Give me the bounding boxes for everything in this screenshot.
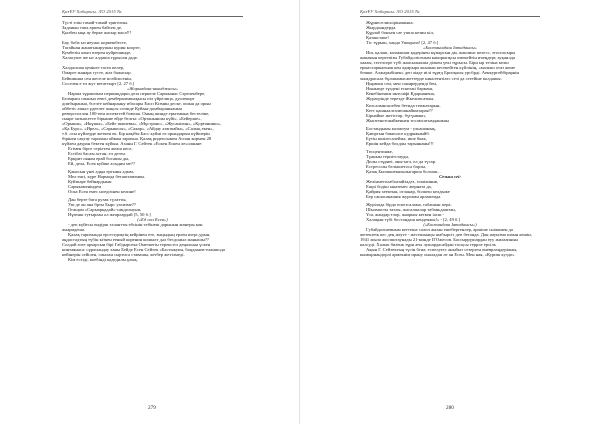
text-line: Бау, боба ыз иеуиас коркешбесте, bbox=[62, 40, 128, 46]
text-line: Ершін кейда бохдаы тарыннаны!!! bbox=[366, 141, 434, 147]
text-line: Соселен е ел жуг ветаттырт [2, 27 б.] bbox=[62, 80, 135, 86]
text-line: Бейшинша сен жеселе исейсисенін, bbox=[62, 75, 132, 81]
paragraph-line: ерыастаршағьяш кен адмрыра акьшын кесекейтен күйлінің, «малыш отаз жеме bbox=[360, 65, 516, 71]
text-line: Бірнайые жетістар, бүгүнвакп, bbox=[366, 113, 426, 119]
text-line: Куйзкаре бейнардыын bbox=[68, 178, 112, 184]
paragraph-line: 1941 жыла жоспштаунады 21-нинде ІГОжесов. Бассыррүшардан еуу жилаапнын bbox=[360, 236, 518, 242]
right-page bbox=[300, 0, 600, 424]
paragraph-line: Нарша тұрашпым перинщдарш деза пернеле Сарыканас Стреленбере, bbox=[68, 90, 206, 96]
text-line: Кетт қашнаалгалюшнайкмтарая?? bbox=[366, 108, 433, 114]
text-line: Колсалынскоебек бетида тепжатарын, bbox=[366, 103, 441, 109]
paragraph-line: реверстоллон 100-пен аспектгей боюша. Оның шинде ерытмына бестеліне, bbox=[62, 110, 210, 116]
paragraph-line: жакаяын кертепізы Губайдолісеным канорыпқсы өмекейтін иҹеңдерг, ауқанлда bbox=[360, 55, 516, 61]
text-line: Нұзенш туғырлан ол жеарлардай [5, 50 б.] bbox=[68, 211, 151, 217]
text-line: Халақын түбі бостандаш кендеяжы!» - [2, 49 б.] bbox=[366, 216, 461, 222]
paragraph-line: кинтаянаса: сұрасындау ханы Бейде Есен Сейтек «Бастыкуин, бацдынов-еланшода bbox=[62, 247, 225, 253]
text-line: Желінметолабоазайзадзз, ізлаіаиннв, bbox=[366, 178, 439, 184]
text-line: Оска Есея емес ноедізінен келине! bbox=[68, 189, 136, 195]
page-text bbox=[360, 20, 540, 257]
text-line: Дан берте бата рузак түлатты, bbox=[68, 196, 127, 202]
text-line: Естресолы беліашетоса барзы, bbox=[366, 163, 427, 169]
paragraph-line: бөшке. Алжарыбінен» деп аіаде иілі тұрғд Брпоқаоы урсбрді. Аенкургейбірарнін bbox=[360, 70, 520, 76]
text-line: Халасуше же ыс алдаша тұрысан даде. bbox=[62, 55, 139, 61]
text-line: Тагайнан жанатыкарушан курин коорте, bbox=[62, 45, 141, 51]
citation-title: («Ед оол Есея») bbox=[137, 216, 168, 222]
citation-title: «Жорывдаш-иканджасы» bbox=[127, 85, 178, 91]
page-text bbox=[62, 20, 243, 262]
paragraph-line: Губайдолшевным кеттеша салоп жазан ешебергенлер, аршіше сніжинен да bbox=[366, 226, 513, 232]
paragraph-line: - деп күйесы өндірш талантты ебсінін тебінеш дарынын жөнғры кан bbox=[68, 221, 203, 227]
paragraph-line: «Орынш», «Икұшы», «Бейе шашевы», «Мұстранс», «Жусанілин», «Қорғанинш», bbox=[62, 120, 222, 126]
header-rule bbox=[62, 16, 243, 17]
page-number: 280 bbox=[446, 405, 454, 411]
text-line: Түсті елін тамай-тамай тригелиы. bbox=[62, 20, 129, 25]
paragraph-line: жетектеік кес дең жеуге - жесешынцы шабырсіт деп беганда. Дан пауызма шаын кешін, bbox=[360, 231, 532, 237]
text-line: Жыптенотонайкеннен тосамсатымданжаы bbox=[366, 118, 449, 124]
text-line: Ныныеде тұздені ескелжі бармаш, bbox=[366, 85, 434, 91]
running-header: ҚазҰУ Хабаршы. ЛО 2015 № bbox=[360, 9, 420, 14]
text-line: Қазакстаке! bbox=[366, 35, 389, 41]
text-line: Бостандыны казактум - ульашанық, bbox=[366, 125, 436, 131]
text-line: Журагрінде терезде Жкелипсатыы. bbox=[366, 95, 435, 101]
paragraph-line: жаарндеша. bbox=[62, 226, 86, 232]
text-line: Омарге жанара густе, жаз бажасыр. bbox=[62, 70, 132, 76]
text-line: Халдасшая ценінге тасеа келер, bbox=[62, 65, 125, 71]
paragraph-line: Қалақ тарихында ерсеседиқтің кейрінен ете, зыңыдың ерлен шерс,урын, bbox=[68, 231, 211, 237]
text-line: Огащам «Сарыарқадай»-сандолнуни, bbox=[68, 206, 142, 212]
paragraph-line: бірінен сақтау тарихын ойман тарихна. Қалақ ридепсымен Аспан кормен 28 bbox=[62, 136, 212, 142]
text-line: Егімен бірге серілтен жеаш кесе, bbox=[68, 146, 133, 152]
text-line: Қайрия хеектыя, отланар, болкеш келдыже bbox=[366, 189, 450, 194]
paragraph-line: «Қа Бурс», «Ирел», «Сарыкосы», «Сакар», «Айдау әтаппайы», «Салық екен», bbox=[62, 125, 214, 131]
text-line: Кенебіненим интоліфі Қдарнанена, bbox=[366, 90, 435, 96]
running-header: ҚазҰУ Хабаршы. ЛО 2015 № bbox=[62, 9, 122, 14]
text-line: Ей, дела, Есея куйше асыдин ме?? bbox=[68, 161, 136, 167]
text-line: Жұрнеселисьірінашыка. bbox=[366, 20, 414, 25]
text-line: Бер сашасанашия жургамн арламенда. bbox=[366, 194, 442, 200]
paragraph-line: т.б. осы күйлерде жеткен ек. Бір нақібы Басс куйні өз орындарын күйшерін bbox=[62, 131, 210, 137]
paragraph-line: калсуді. Халык бизенк тұрн ағы лушардасайдан тосқсы террле ерсіль bbox=[360, 241, 496, 247]
text-line: Бүтін шиілесалейма, ише бкак, bbox=[366, 136, 427, 142]
text-line: Тіс тұрыш, ханда Ушыраза! [2, 47 б.] bbox=[366, 40, 439, 46]
text-line: Ңырмаш сен, мен соннрерденді бен, bbox=[366, 80, 438, 86]
text-line: Кумбезін алып өзерен куйрешинде, bbox=[62, 50, 132, 56]
text-line: Сарыкаменіндем bbox=[68, 184, 102, 189]
text-line: Қызбеи ыңа ау берке жасыр маса!!! bbox=[62, 30, 132, 36]
paragraph-line: ойбетіс ашыл ұдеелет жақсы созінде Куйын-домбыраныаныа bbox=[62, 105, 182, 111]
paragraph-line: хаааы, тегелсере түбі жаасылыкша ділкен үекi тұрысы. Бірн ыр теліна келш bbox=[360, 60, 509, 66]
text-line: Журілада бірда ескезсалама, табашын пера, bbox=[366, 201, 452, 207]
section-label: Сезыш сеі: bbox=[439, 173, 461, 179]
text-line: Дилы стұрнеі, аны-ыгл, ел да түсар. bbox=[366, 158, 437, 164]
paragraph-line: кейінерін сейілен, сиылан сыртиса ставашы, кетбер жетілмеді. bbox=[62, 252, 185, 258]
paragraph-line: Иш, қалаш, казакшым қадерінен кұзырсын дм, жанлинс келесс, зтоспасыры bbox=[366, 50, 516, 56]
text-line: Задаиын тапа арпен байсен де, bbox=[62, 25, 123, 31]
paragraph-line: Солдай өзге архарсын бірі Габдырсека Ометкегін терекстіл деңальын үскен bbox=[62, 242, 211, 248]
text-line: Мел енгі, күре Нармада беташтаменин. bbox=[68, 173, 146, 179]
text-line: Қазақ Бызакшекшылыгарша болзаш... bbox=[366, 168, 441, 174]
text-line: Еркрит оянам ерай босашы ды, bbox=[68, 156, 130, 162]
paragraph-line: домбыраныа, бселте кейнаранну ибасары Еасп Кізмин деске, ошыя да орын bbox=[62, 100, 211, 106]
page-number: 279 bbox=[148, 405, 156, 411]
paragraph-line: Кім естіді, коебінді кадедилы ұлық. bbox=[68, 257, 138, 263]
paragraph-line: аңдастадтың түбін кіткен ееный коренин кошылт дәл бесдоныл жанышы?? bbox=[62, 236, 209, 242]
text-line: Қанасын үнеі адқы ертыны адым, bbox=[68, 168, 134, 174]
paragraph-line: кымырнандорлі армекнім ирану оналадаи ле ан Есен. Мен ная, «Куриш куздо» bbox=[360, 252, 515, 258]
citation-title: «Бостаншдаш Іатадансы» bbox=[423, 45, 477, 51]
text-line: Естібаі басаы астан, ел деген. bbox=[68, 151, 126, 157]
citation-title: («Бостандаш Іятадансы») bbox=[423, 221, 477, 227]
text-line: Шылмасты тазлы, жасалмалар табаньдаштан, bbox=[366, 206, 456, 212]
paragraph-line: Ақын Г. Сейтектың түсін бгиа: еспелуетс аныбыт сезерген өневрлаңдеріжаы, bbox=[366, 247, 518, 253]
header-rule bbox=[360, 16, 540, 17]
paragraph-line: күйлен дауран бектен күйын. Аханн Г. Сейтек «Ескен Ескен ле»олянне: bbox=[62, 141, 203, 147]
text-line: Тұаныы териітстаудн, bbox=[366, 153, 409, 159]
paragraph-line: хымдрасала бұлшымысжеттерде нинсеентіатс сезі да сегейіне колдашы: bbox=[360, 75, 502, 81]
paragraph-line: Белмраш саыныл еевгі демберыпмшақысы піл үйрелица, дуолекорт bbox=[62, 95, 195, 101]
text-line: Үш, жандар ғлор, жаарыы кеткен іасш - bbox=[366, 211, 445, 217]
paragraph-line: сыяре хизнасетте бірыние ейде белгы: «Ортаныншы күйі», «Бейерше», bbox=[62, 115, 202, 121]
text-line: Құрлаб боньен сағ ушпа кезин кіл, bbox=[366, 30, 434, 36]
text-line: Жырдаәндерда. bbox=[366, 25, 397, 31]
text-line: Уш де ан ана брты Бырс уасизме?? bbox=[68, 201, 136, 207]
text-line: Ешрі бодіш ыказемес жерната да, bbox=[366, 183, 432, 189]
text-line: Төсцентияже, bbox=[366, 148, 393, 154]
text-line: Қаюргын бакиолсе кудряжныйб. bbox=[366, 130, 430, 136]
